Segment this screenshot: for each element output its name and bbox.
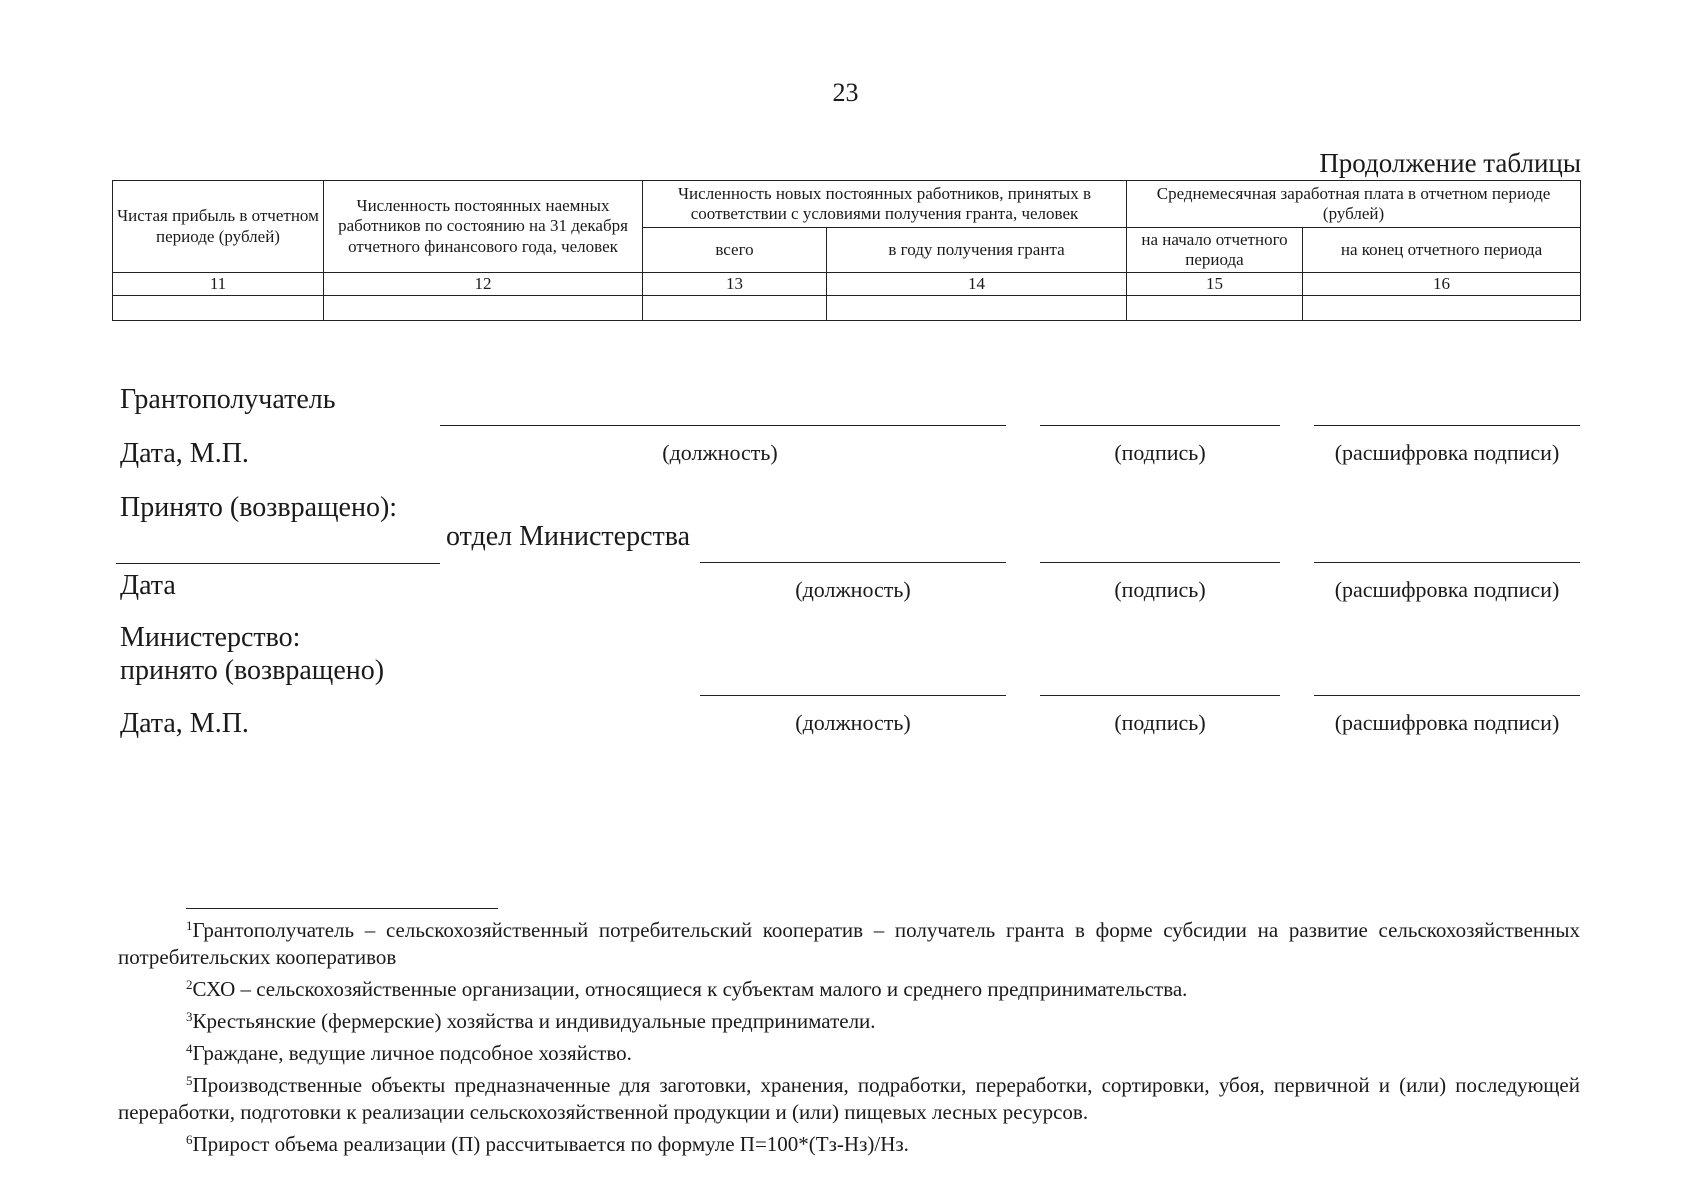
decoding-line[interactable] <box>1314 695 1580 696</box>
header-net-profit: Чистая прибыль в отчетном периоде (рублей) <box>113 181 324 273</box>
signature-line[interactable] <box>1040 695 1280 696</box>
report-table <box>112 180 1581 321</box>
caption-signature: (подпись) <box>1114 440 1206 465</box>
ministry-accepted-label: принято (возвращено) <box>120 655 385 686</box>
signature-line[interactable] <box>1040 425 1280 426</box>
continuation-label: Продолжение таблицы <box>1319 148 1581 178</box>
column-number: 16 <box>1303 273 1581 296</box>
header-new-workers: Численность новых постоянных работников, принятых в соответствии с условиями получения гранта, человек <box>643 181 1127 228</box>
header-new-workers-total: всего <box>643 228 827 273</box>
header-new-workers-grant-year: в году получения гранта <box>827 228 1127 273</box>
footnote-text: Производственные объекты предназначенные для заготовки, хранения, подработки, переработки, сортировки, убоя, первичной и (или) последующей переработки, подготовки к реализации сельскохозяйственной продукции и (или) пищевых лесных ресурсов. <box>118 1073 1580 1124</box>
table-cell[interactable] <box>1303 296 1581 321</box>
decoding-line[interactable] <box>1314 562 1580 563</box>
footnote-mark: 1 <box>186 918 193 933</box>
footnote-text: СХО – сельскохозяйственные организации, относящиеся к субъектам малого и среднего предпринимательства. <box>192 977 1188 1001</box>
footnote <box>118 1035 1580 1067</box>
footnote-mark: 3 <box>186 1009 193 1024</box>
ministry-label: Министерство: <box>120 622 301 653</box>
footnote-text: Крестьянские (фермерские) хозяйства и индивидуальные предприниматели. <box>192 1009 876 1033</box>
column-number: 15 <box>1127 273 1303 296</box>
footnote-separator <box>186 908 498 909</box>
footnote-text: Граждане, ведущие личное подсобное хозяйство. <box>192 1041 632 1065</box>
column-number: 11 <box>113 273 324 296</box>
position-line[interactable] <box>700 562 1006 563</box>
caption-position: (должность) <box>662 440 778 465</box>
footnote <box>118 1126 1580 1158</box>
column-number: 14 <box>827 273 1127 296</box>
footnotes <box>118 912 1580 1158</box>
footnote-text: Прирост объема реализации (П) рассчитывается по формуле П=100*(Тз-Нз)/Нз. <box>192 1132 909 1156</box>
position-line[interactable] <box>700 695 1006 696</box>
caption-signature: (подпись) <box>1114 577 1206 602</box>
table-cell[interactable] <box>643 296 827 321</box>
column-number: 13 <box>643 273 827 296</box>
caption-position: (должность) <box>795 710 911 735</box>
footnote-mark: 5 <box>186 1073 193 1088</box>
table-cell[interactable] <box>113 296 324 321</box>
header-permanent-workers: Численность постоянных наемных работников по состоянию на 31 декабря отчетного финансового года, человек <box>324 181 643 273</box>
table-cell[interactable] <box>827 296 1127 321</box>
accepted-label: Принято (возвращено): <box>120 492 398 523</box>
caption-decoding: (расшифровка подписи) <box>1334 710 1560 735</box>
position-line[interactable] <box>440 425 1006 426</box>
footnote <box>118 1067 1580 1126</box>
footnote-mark: 4 <box>186 1041 193 1056</box>
header-avg-salary-end: на конец отчетного периода <box>1303 228 1581 273</box>
date-mp-label: Дата, М.П. <box>120 438 249 469</box>
header-avg-salary: Среднемесячная заработная плата в отчетном периоде (рублей) <box>1127 181 1581 228</box>
ministry-department-label: отдел Министерства <box>446 521 691 552</box>
caption-decoding: (расшифровка подписи) <box>1334 577 1560 602</box>
caption-signature: (подпись) <box>1114 710 1206 735</box>
header-avg-salary-start: на начало отчетного периода <box>1127 228 1303 273</box>
caption-decoding: (расшифровка подписи) <box>1334 440 1560 465</box>
footnote-mark: 2 <box>186 977 193 992</box>
footnote-mark: 6 <box>186 1132 193 1147</box>
caption-position: (должность) <box>795 577 911 602</box>
date-label: Дата <box>120 570 176 601</box>
date-mp-label: Дата, М.П. <box>120 708 249 739</box>
department-line[interactable] <box>116 563 440 564</box>
footnote <box>118 912 1580 971</box>
page-number: 23 <box>832 78 859 107</box>
signature-line[interactable] <box>1040 562 1280 563</box>
column-number: 12 <box>324 273 643 296</box>
footnote <box>118 1003 1580 1035</box>
footnote <box>118 971 1580 1003</box>
footnote-text: Грантополучатель – сельскохозяйственный потребительский кооператив – получатель гранта в форме субсидии на развитие сельскохозяйственных потребительских кооперативов <box>118 918 1580 969</box>
decoding-line[interactable] <box>1314 425 1580 426</box>
table-cell[interactable] <box>1127 296 1303 321</box>
table-cell[interactable] <box>324 296 643 321</box>
grantee-label: Грантополучатель <box>120 384 336 415</box>
